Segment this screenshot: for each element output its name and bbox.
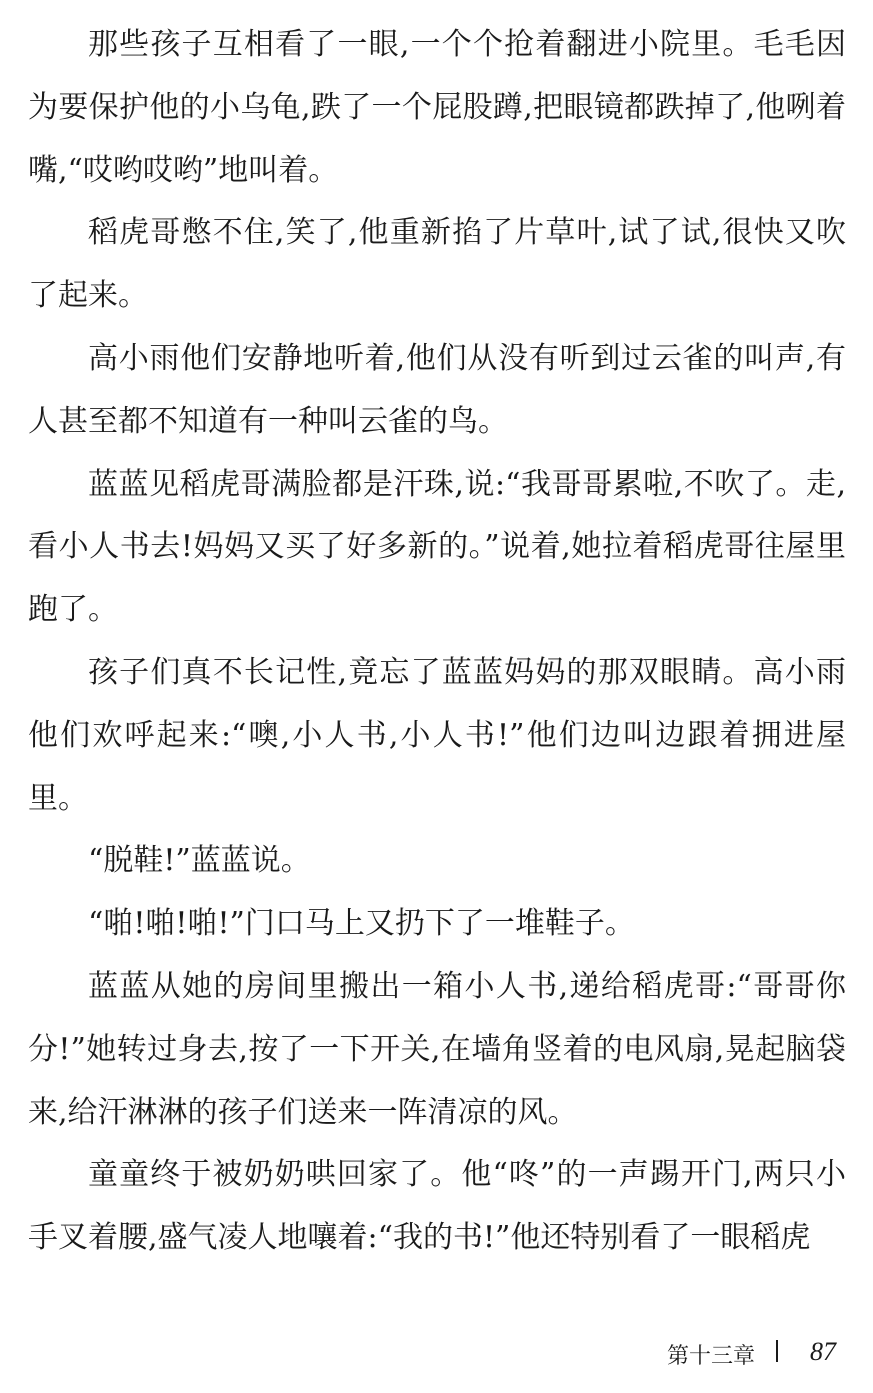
paragraph: 那些孩子互相看了一眼,一个个抢着翻进小院里。毛毛因为要保护他的小乌龟,跌了一个屁股蹲,把眼镜都跌掉了,他咧着嘴,“哎哟哎哟”地叫着。 — [28, 27, 846, 188]
paragraph: “脱鞋!”蓝蓝说。 — [88, 843, 311, 879]
paragraph: 稻虎哥憋不住,笑了,他重新掐了片草叶,试了试,很快又吹了起来。 — [28, 215, 846, 314]
paragraph: 高小雨他们安静地听着,他们从没有听到过云雀的叫声,有人甚至都不知道有一种叫云雀的鸟。 — [28, 340, 846, 439]
paragraph: 蓝蓝见稻虎哥满脸都是汗珠,说:“我哥哥累啦,不吹了。走,看小人书去!妈妈又买了好多新的。”说着,她拉着稻虎哥往屋里跑了。 — [28, 466, 846, 628]
footer-divider — [776, 1340, 778, 1362]
paragraph: 蓝蓝从她的房间里搬出一箱小人书,递给稻虎哥:“哥哥你分!”她转过身去,按了一下开关,在墙角竖着的电风扇,晃起脑袋来,给汗淋淋的孩子们送来一阵清凉的风。 — [28, 968, 846, 1130]
page-number: 87 — [810, 1337, 836, 1366]
paragraph: “啪!啪!啪!”门口马上又扔下了一堆鞋子。 — [88, 906, 635, 942]
page-body — [28, 14, 846, 1270]
paragraph: 童童终于被奶奶哄回家了。他“咚”的一声踢开门,两只小手叉着腰,盛气凌人地嚷着:“我的书!”他还特别看了一眼稻虎 — [28, 1157, 846, 1256]
chapter-label: 第十三章 — [667, 1344, 756, 1369]
page-footer — [0, 1336, 873, 1376]
paragraph: 孩子们真不长记性,竟忘了蓝蓝妈妈的那双眼睛。高小雨他们欢呼起来:“噢,小人书,小人书!”他们边叫边跟着拥进屋里。 — [28, 654, 846, 816]
